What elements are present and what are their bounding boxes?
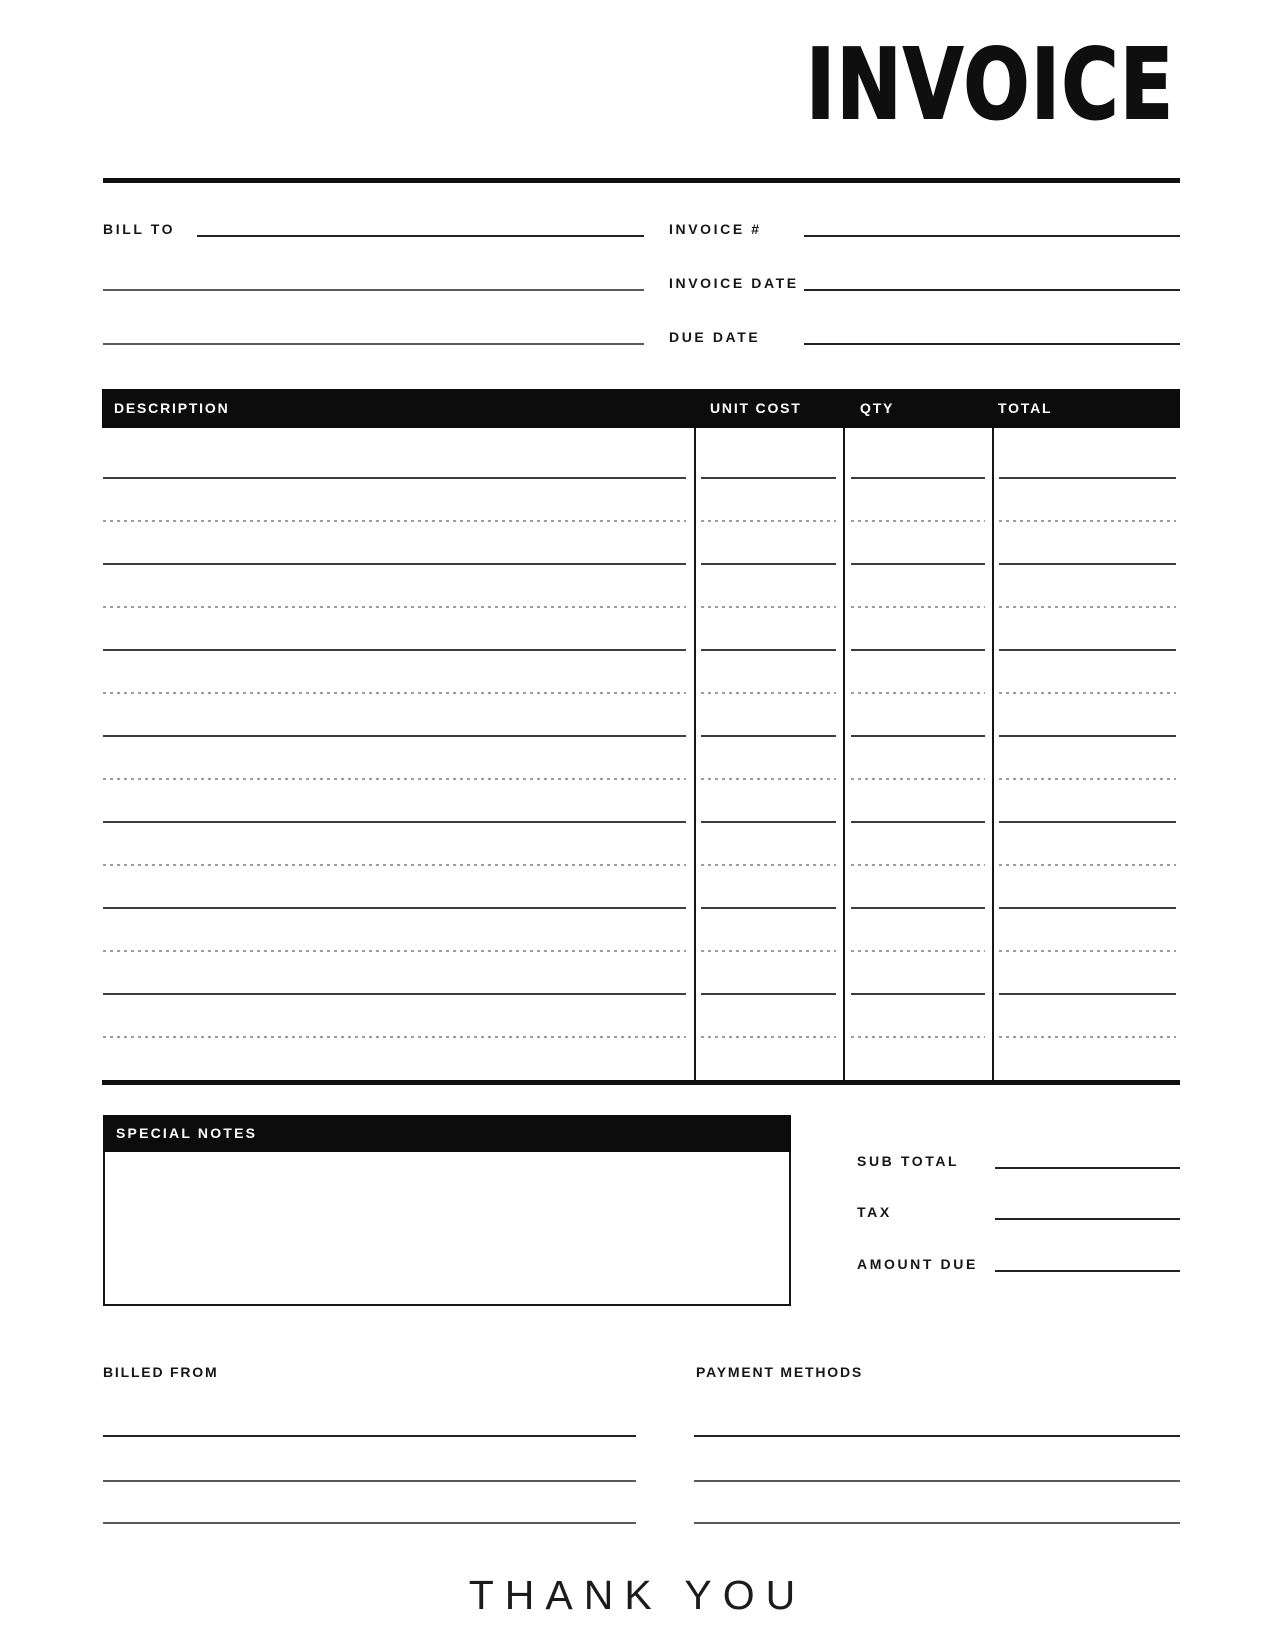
column-divider-3 xyxy=(992,428,994,1082)
billed-from-label: BILLED FROM xyxy=(103,1364,219,1380)
item-row-separator-line xyxy=(701,606,836,608)
item-row-separator-line xyxy=(103,606,686,608)
column-header-total: TOTAL xyxy=(998,400,1053,416)
item-row-write-line[interactable] xyxy=(103,821,686,823)
item-row-write-line[interactable] xyxy=(701,993,836,995)
item-row-separator-line xyxy=(103,864,686,866)
item-row-write-line[interactable] xyxy=(103,477,686,479)
item-row-write-line[interactable] xyxy=(999,907,1176,909)
tax-label: TAX xyxy=(857,1204,892,1220)
item-row-separator-line xyxy=(701,950,836,952)
item-row-separator-line xyxy=(851,778,985,780)
billed-from-input-line-2[interactable] xyxy=(103,1480,636,1482)
column-divider-1 xyxy=(694,428,696,1082)
item-row-write-line[interactable] xyxy=(701,821,836,823)
invoice-date-input-line[interactable] xyxy=(804,289,1180,291)
due-date-input-line[interactable] xyxy=(804,343,1180,345)
payment-methods-input-line-1[interactable] xyxy=(694,1435,1180,1437)
table-bottom-divider xyxy=(102,1080,1180,1085)
item-row-separator-line xyxy=(999,1036,1176,1038)
item-row-separator-line xyxy=(103,692,686,694)
item-row-separator-line xyxy=(999,606,1176,608)
column-divider-2 xyxy=(843,428,845,1082)
item-row-write-line[interactable] xyxy=(851,907,985,909)
item-row-write-line[interactable] xyxy=(851,649,985,651)
column-header-qty: QTY xyxy=(860,400,895,416)
payment-methods-input-line-2[interactable] xyxy=(694,1480,1180,1482)
payment-methods-input-line-3[interactable] xyxy=(694,1522,1180,1524)
item-row-separator-line xyxy=(851,1036,985,1038)
item-row-separator-line xyxy=(999,692,1176,694)
item-row-write-line[interactable] xyxy=(701,735,836,737)
item-row-separator-line xyxy=(999,520,1176,522)
item-row-write-line[interactable] xyxy=(999,821,1176,823)
bill-to-label: BILL TO xyxy=(103,221,176,237)
sub-total-input-line[interactable] xyxy=(995,1167,1180,1169)
item-row-write-line[interactable] xyxy=(103,649,686,651)
item-row-separator-line xyxy=(851,520,985,522)
amount-due-label: AMOUNT DUE xyxy=(857,1256,978,1272)
top-divider xyxy=(103,178,1180,183)
item-row-separator-line xyxy=(103,778,686,780)
bill-to-input-line-1[interactable] xyxy=(197,235,644,237)
thank-you-message: THANK YOU xyxy=(468,1572,807,1618)
item-row-write-line[interactable] xyxy=(999,563,1176,565)
billed-from-input-line-1[interactable] xyxy=(103,1435,636,1437)
item-row-write-line[interactable] xyxy=(701,477,836,479)
column-header-unit-cost: UNIT COST xyxy=(710,400,802,416)
item-row-write-line[interactable] xyxy=(103,735,686,737)
tax-input-line[interactable] xyxy=(995,1218,1180,1220)
invoice-number-input-line[interactable] xyxy=(804,235,1180,237)
item-row-separator-line xyxy=(851,950,985,952)
item-row-write-line[interactable] xyxy=(701,907,836,909)
item-row-write-line[interactable] xyxy=(999,477,1176,479)
item-row-separator-line xyxy=(701,778,836,780)
item-row-write-line[interactable] xyxy=(851,821,985,823)
item-row-separator-line xyxy=(103,520,686,522)
billed-from-input-line-3[interactable] xyxy=(103,1522,636,1524)
item-row-write-line[interactable] xyxy=(999,735,1176,737)
item-row-separator-line xyxy=(701,692,836,694)
sub-total-label: SUB TOTAL xyxy=(857,1153,960,1169)
item-row-separator-line xyxy=(999,864,1176,866)
item-row-separator-line xyxy=(999,950,1176,952)
due-date-label: DUE DATE xyxy=(669,329,761,345)
item-row-separator-line xyxy=(851,864,985,866)
item-row-separator-line xyxy=(851,606,985,608)
item-row-separator-line xyxy=(999,778,1176,780)
items-table-header xyxy=(102,389,1180,428)
item-row-separator-line xyxy=(701,864,836,866)
bill-to-input-line-3[interactable] xyxy=(103,343,644,345)
item-row-separator-line xyxy=(103,950,686,952)
item-row-write-line[interactable] xyxy=(851,993,985,995)
item-row-write-line[interactable] xyxy=(103,907,686,909)
item-row-separator-line xyxy=(701,1036,836,1038)
special-notes-header xyxy=(103,1115,791,1152)
invoice-date-label: INVOICE DATE xyxy=(669,275,799,291)
item-row-write-line[interactable] xyxy=(851,735,985,737)
invoice-number-label: INVOICE # xyxy=(669,221,762,237)
item-row-write-line[interactable] xyxy=(999,993,1176,995)
amount-due-input-line[interactable] xyxy=(995,1270,1180,1272)
payment-methods-label: PAYMENT METHODS xyxy=(696,1364,864,1380)
page-title: INVOICE xyxy=(806,28,1175,141)
item-row-write-line[interactable] xyxy=(701,649,836,651)
special-notes-area[interactable] xyxy=(103,1152,791,1306)
item-row-separator-line xyxy=(701,520,836,522)
item-row-separator-line xyxy=(851,692,985,694)
item-row-write-line[interactable] xyxy=(701,563,836,565)
special-notes-label: SPECIAL NOTES xyxy=(116,1125,258,1141)
bill-to-input-line-2[interactable] xyxy=(103,289,644,291)
item-row-write-line[interactable] xyxy=(999,649,1176,651)
item-row-separator-line xyxy=(103,1036,686,1038)
item-row-write-line[interactable] xyxy=(851,477,985,479)
column-header-description: DESCRIPTION xyxy=(114,400,230,416)
item-row-write-line[interactable] xyxy=(103,563,686,565)
item-row-write-line[interactable] xyxy=(103,993,686,995)
item-row-write-line[interactable] xyxy=(851,563,985,565)
